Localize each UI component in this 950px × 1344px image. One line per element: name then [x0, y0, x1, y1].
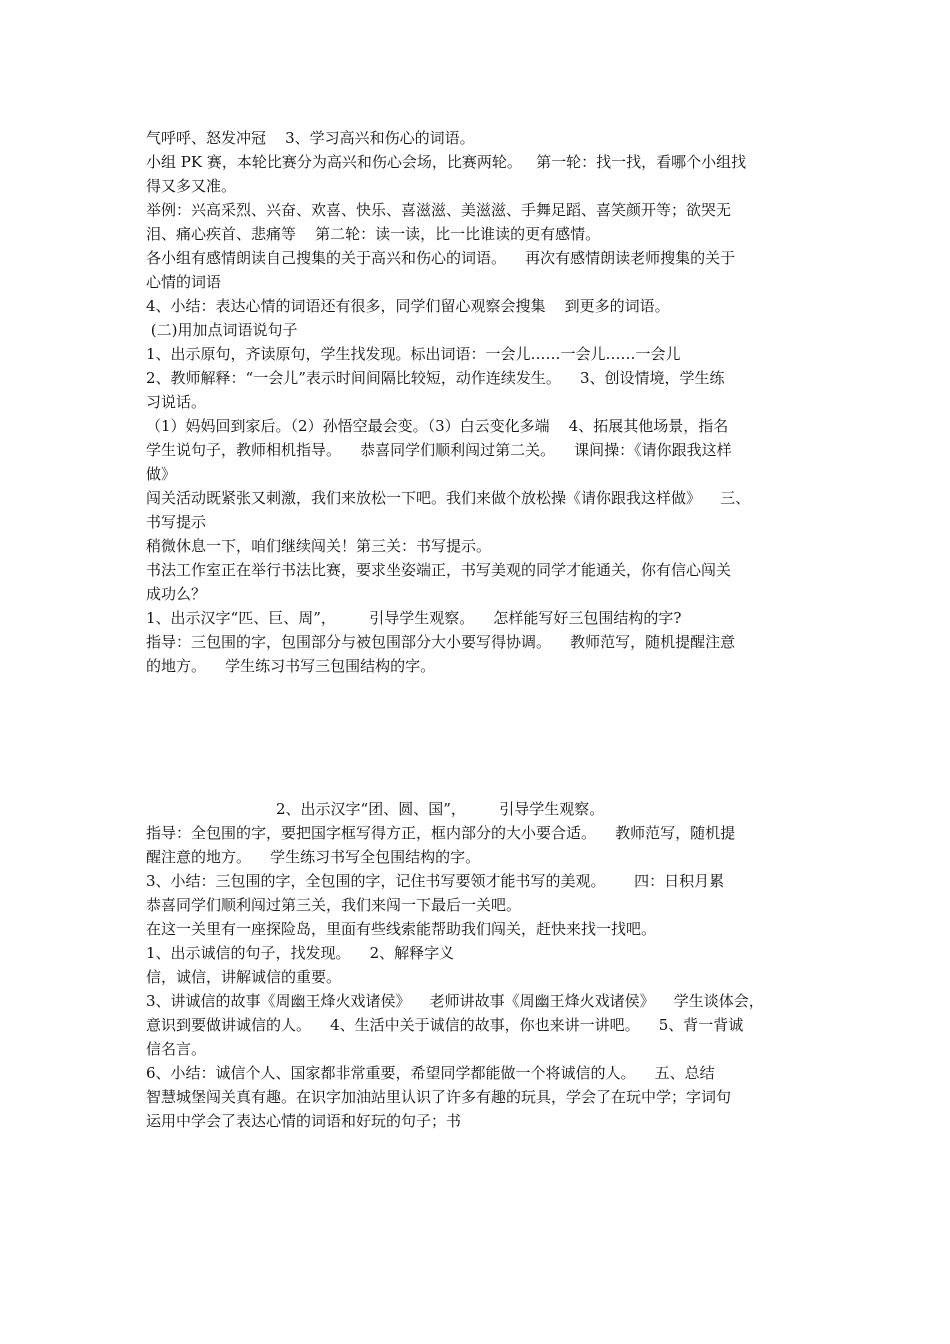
section-heading: 2、出示汉字“团、圆、国”， 引导学生观察。 [276, 800, 605, 818]
text-line: 意识到要做讲诚信的人。 4、生活中关于诚信的故事，你也来讲一讲吧。 5、背一背诚 [146, 1016, 744, 1034]
text-block-1 [146, 126, 820, 678]
text-line: 6、小结：诚信个人、国家都非常重要，希望同学都能做一个将诚信的人。 五、总结 [146, 1064, 715, 1082]
text-line: 的地方。 学生练习书写三包围结构的字。 [146, 657, 436, 675]
text-line: 运用中学会了表达心情的词语和好玩的句子；书 [146, 1112, 462, 1130]
text-line: （1）妈妈回到家后。（2）孙悟空最会变。（3）白云变化多端 4、拓展其他场景，指名 [146, 417, 729, 435]
text-line: 习说话。 [146, 393, 207, 411]
text-line: 小组 PK 赛，本轮比赛分为高兴和伤心会场，比赛两轮。 第一轮：找一找，看哪个小组找 [146, 153, 747, 171]
text-line: 1、出示诚信的句子，找发现。 2、解释字义 [146, 944, 455, 962]
text-line: 心情的词语 [146, 273, 222, 291]
text-line: 学生说句子，教师相机指导。 恭喜同学们顺利闯过第二关。 课间操：《请你跟我这样 [146, 441, 732, 459]
section-heading: (二)用加点词语说句子 [146, 321, 298, 339]
text-line: 1、出示原句，齐读原句，学生找发现。标出词语：一会儿……一会儿……一会儿 [146, 345, 681, 363]
text-line: 泪、痛心疾首、悲痛等 第二轮：读一读，比一比谁读的更有感情。 [146, 225, 601, 243]
text-line: 在这一关里有一座探险岛，里面有些线索能帮助我们闯关，赶快来找一找吧。 [146, 920, 657, 938]
text-line: 指导：全包围的字，要把国字框写得方正，框内部分的大小要合适。 教师范写，随机提 [146, 824, 736, 842]
text-line: 指导：三包围的字，包围部分与被包围部分大小要写得协调。 教师范写，随机提醒注意 [146, 633, 736, 651]
text-line: 恭喜同学们顺利闯过第三关，我们来闯一下最后一关吧。 [146, 896, 522, 914]
text-line: 书写提示 [146, 513, 207, 531]
text-line: 闯关活动既紧张又刺激，我们来放松一下吧。我们来做个放松操《请你跟我这样做》 三、 [146, 489, 751, 507]
text-line: 气呼呼、怒发冲冠 3、学习高兴和伤心的词语。 [146, 129, 475, 147]
text-line: 举例：兴高采烈、兴奋、欢喜、快乐、喜滋滋、美滋滋、手舞足蹈、喜笑颜开等；欲哭无 [146, 201, 732, 219]
text-line: 成功么？ [146, 585, 207, 603]
text-line: 4、小结：表达心情的词语还有很多，同学们留心观察会搜集 到更多的词语。 [146, 297, 670, 315]
text-line: 信，诚信，讲解诚信的重要。 [146, 968, 342, 986]
text-block-2 [146, 797, 820, 1133]
text-line: 3、讲诚信的故事《周幽王烽火戏诸侯》 老师讲故事《周幽王烽火戏诸侯》 学生谈体会， [146, 992, 764, 1010]
text-line: 信名言。 [146, 1040, 207, 1058]
text-line: 稍微休息一下，咱们继续闯关！第三关：书写提示。 [146, 537, 492, 555]
text-line: 3、小结：三包围的字，全包围的字，记住书写要领才能书写的美观。 四：日积月累 [146, 872, 725, 890]
text-line: 1、出示汉字“匹、巨、周”， 引导学生观察。 怎样能写好三包围结构的字? [146, 609, 682, 627]
text-line: 做》 [146, 465, 177, 483]
text-line: 得又多又准。 [146, 177, 237, 195]
text-line: 智慧城堡闯关真有趣。在识字加油站里认识了许多有趣的玩具，学会了在玩中学；字词句 [146, 1088, 732, 1106]
text-line: 书法工作室正在举行书法比赛，要求坐姿端正，书写美观的同学才能通关，你有信心闯关 [146, 561, 732, 579]
text-line: 各小组有感情朗读自己搜集的关于高兴和伤心的词语。 再次有感情朗读老师搜集的关于 [146, 249, 736, 267]
text-line: 醒注意的地方。 学生练习书写全包围结构的字。 [146, 848, 481, 866]
text-line: 2、教师解释：“一会儿”表示时间间隔比较短，动作连续发生。 3、创设情境，学生练 [146, 369, 725, 387]
